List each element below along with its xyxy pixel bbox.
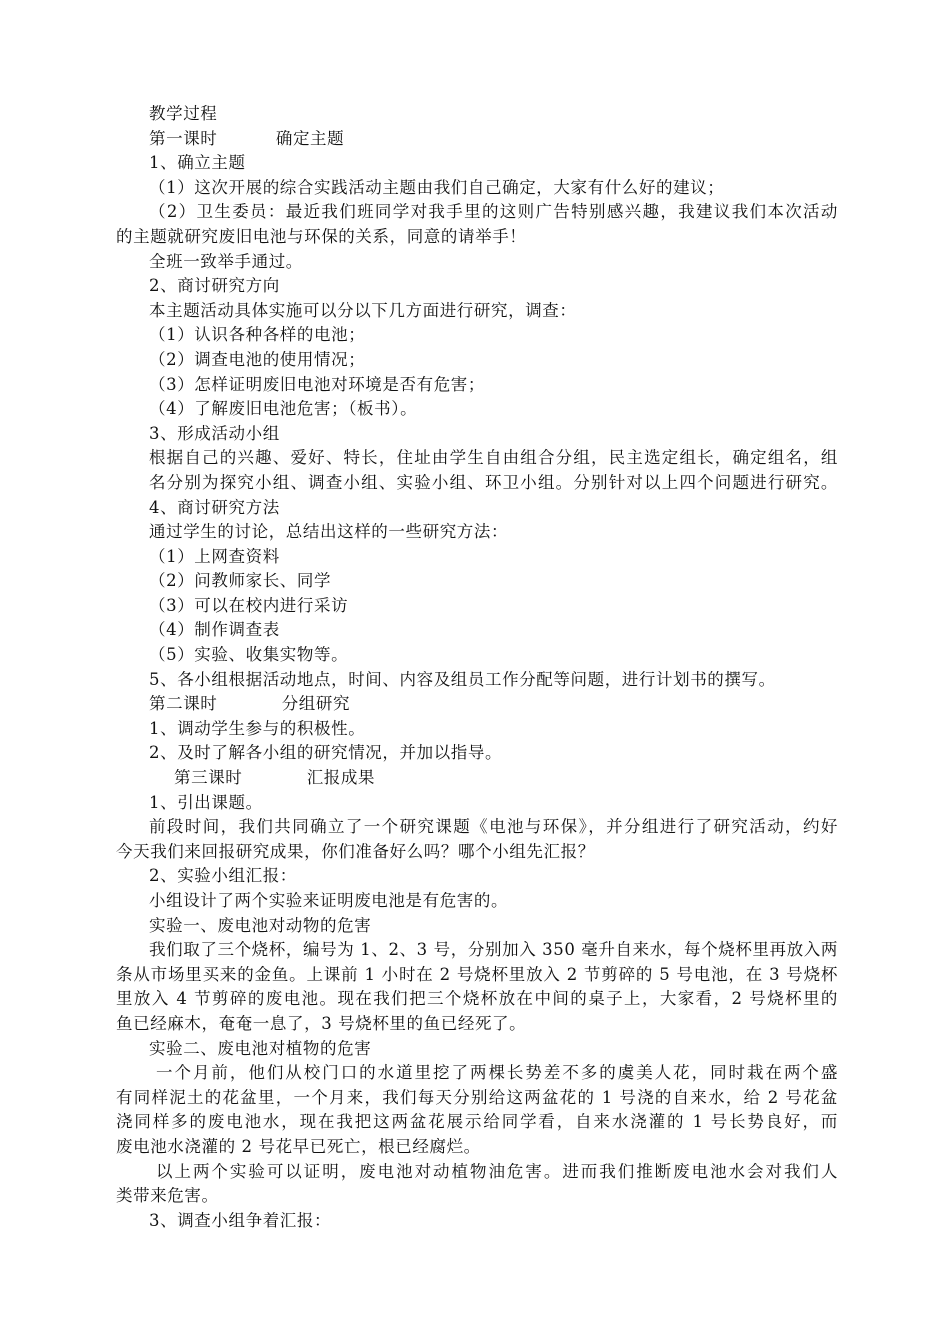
text-line: 鱼已经麻木，奄奄一息了，3 号烧杯里的鱼已经死了。	[116, 1013, 527, 1033]
text-line: 我们取了三个烧杯，编号为 1、2、3 号，分别加入 350 毫升自来水，每个烧杯里再放入两	[149, 940, 838, 960]
text-line: （1）上网查资料	[149, 546, 280, 566]
text-line: （4）制作调查表	[149, 620, 280, 640]
text-line: 浇同样多的废电池水，现在我把这两盆花展示给同学看，自来水浇灌的 1 号长势良好，而	[116, 1112, 838, 1132]
text-line: 1、调动学生参与的积极性。	[149, 718, 366, 738]
text-line: 根据自己的兴趣、爱好、特长，住址由学生自由组合分组，民主选定组长，确定组名，组	[149, 448, 838, 468]
text-line: 里放入 4 节剪碎的废电池。现在我们把三个烧杯放在中间的桌子上，大家看，2 号烧杯里的	[116, 989, 838, 1009]
text-line: 2、实验小组汇报：	[149, 866, 297, 886]
text-line: 2、及时了解各小组的研究情况，并加以指导。	[149, 743, 503, 763]
text-line: 第三课时 汇报成果	[174, 768, 376, 788]
text-line: （2）问教师家长、同学	[149, 571, 332, 591]
text-line: 通过学生的讨论，总结出这样的一些研究方法：	[149, 522, 509, 542]
text-line: （2）调查电池的使用情况；	[149, 349, 366, 369]
text-line: 废电池水浇灌的 2 号花早已死亡，根已经腐烂。	[116, 1136, 481, 1156]
text-line: （1）这次开展的综合实践活动主题由我们自己确定，大家有什么好的建议；	[149, 177, 725, 197]
text-line: （3）怎样证明废旧电池对环境是否有危害；	[149, 374, 485, 394]
text-line: 4、商讨研究方法	[149, 497, 280, 517]
text-line: 1、确立主题	[149, 153, 246, 173]
text-line: 今天我们来回报研究成果，你们准备好么吗？哪个小组先汇报？	[116, 841, 595, 861]
text-line: （1）认识各种各样的电池；	[149, 325, 366, 345]
text-line: 3、调查小组争着汇报：	[149, 1210, 332, 1230]
text-line: 3、形成活动小组	[149, 423, 280, 443]
text-line: 类带来危害。	[116, 1186, 219, 1206]
text-line: （3）可以在校内进行采访	[149, 595, 349, 615]
text-line: 教学过程	[149, 104, 218, 123]
text-line: 名分别为探究小组、调查小组、实验小组、环卫小组。分别针对以上四个问题进行研究。	[149, 472, 838, 492]
text-line: 前段时间，我们共同确立了一个研究课题《电池与环保》，并分组进行了研究活动，约好	[149, 817, 838, 837]
text-line: （4）了解废旧电池危害；（板书）。	[149, 399, 418, 419]
text-line: 实验一、废电池对动物的危害	[149, 915, 372, 935]
text-line: 的主题就研究废旧电池与环保的关系，同意的请举手！	[116, 226, 527, 246]
text-line: 实验二、废电池对植物的危害	[149, 1038, 372, 1058]
text-line: 一个月前，他们从校门口的水道里挖了两棵长势差不多的虞美人花，同时栽在两个盛	[156, 1063, 838, 1083]
text-line: 有同样泥土的花盆里，一个月来，我们每天分别给这两盆花的 1 号浇的自来水，给 2 号花盆	[116, 1087, 838, 1107]
text-line: 1、引出课题。	[149, 792, 263, 812]
text-line: 条从市场里买来的金鱼。上课前 1 小时在 2 号烧杯里放入 2 节剪碎的 5 号电池，在 3 号烧杯	[116, 964, 838, 984]
text-line: 全班一致举手通过。	[149, 251, 303, 271]
text-line: （5）实验、收集实物等。	[149, 645, 349, 665]
document-body	[116, 102, 838, 1233]
text-line: 第二课时 分组研究	[149, 694, 351, 714]
text-line: 小组设计了两个实验来证明废电池是有危害的。	[149, 891, 509, 910]
text-line: 本主题活动具体实施可以分以下几方面进行研究，调查：	[149, 300, 577, 320]
text-line: 以上两个实验可以证明，废电池对动植物油危害。进而我们推断废电池水会对我们人	[156, 1161, 838, 1181]
text-line: 第一课时 确定主题	[149, 128, 345, 148]
text-line: 2、商讨研究方向	[149, 276, 280, 296]
text-line: （2）卫生委员：最近我们班同学对我手里的这则广告特别感兴趣，我建议我们本次活动	[149, 202, 838, 222]
text-line: 5、各小组根据活动地点，时间、内容及组员工作分配等问题，进行计划书的撰写。	[149, 669, 776, 689]
